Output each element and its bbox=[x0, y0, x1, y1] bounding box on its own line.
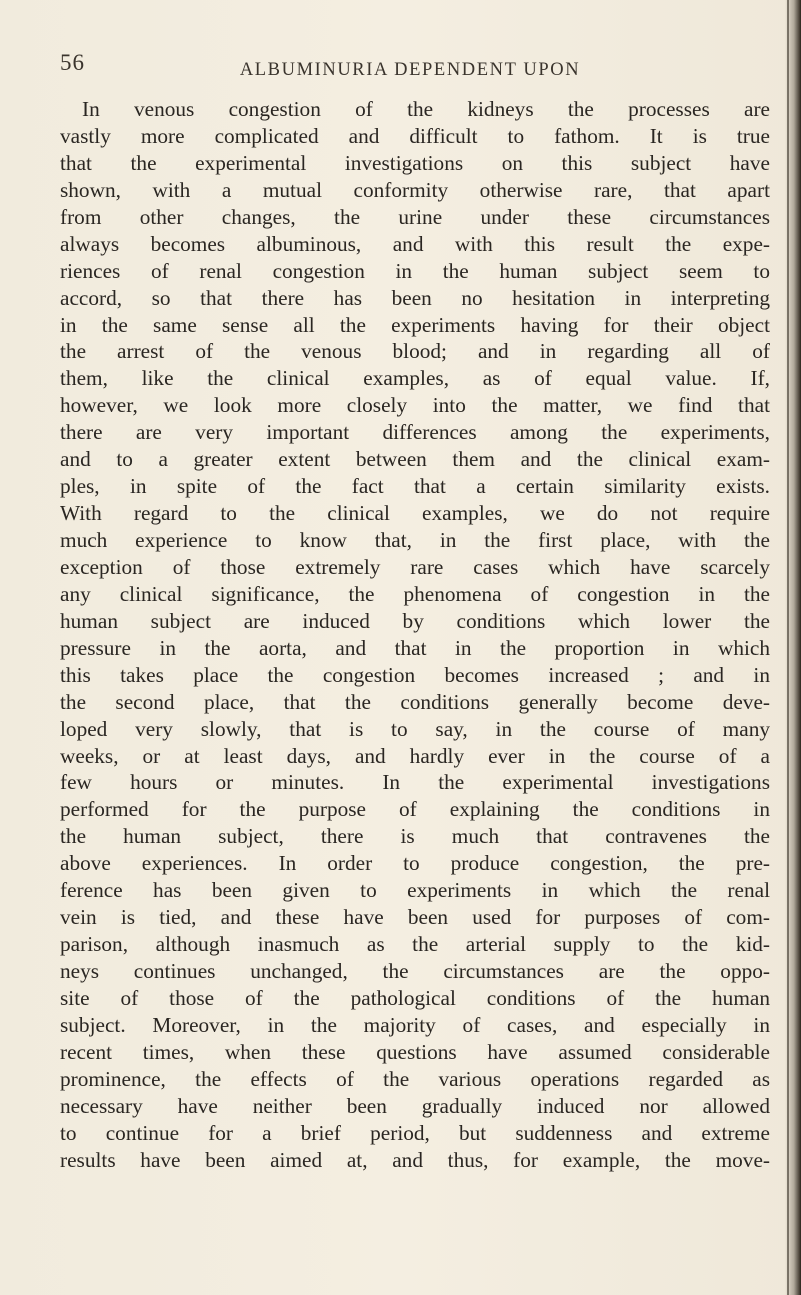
text-line: recent times, when these questions have assumed considerable bbox=[60, 1039, 770, 1064]
text-line: results have been aimed at, and thus, for example, the move- bbox=[60, 1147, 770, 1172]
text-line: shown, with a mutual conformity otherwise rare, that apart bbox=[60, 177, 770, 202]
text-line: vein is tied, and these have been used for purposes of com- bbox=[60, 905, 770, 930]
text-line: riences of renal congestion in the human subject seem to bbox=[60, 258, 770, 283]
text-line: the human subject, there is much that contravenes the bbox=[60, 824, 770, 849]
text-line: few hours or minutes. In the experimental investigations bbox=[60, 770, 770, 795]
text-line: accord, so that there has been no hesitation in interpreting bbox=[60, 285, 770, 310]
text-line: to continue for a brief period, but suddenness and extreme bbox=[60, 1120, 770, 1145]
text-line: above experiences. In order to produce congestion, the pre- bbox=[60, 851, 770, 876]
text-line: vastly more complicated and difficult to fathom. It is true bbox=[60, 123, 770, 148]
text-line: With regard to the clinical examples, we do not require bbox=[60, 501, 770, 526]
text-line: site of those of the pathological conditions of the human bbox=[60, 985, 770, 1010]
text-line: In venous congestion of the kidneys the processes are bbox=[82, 97, 770, 121]
text-line: the second place, that the conditions generally become deve- bbox=[60, 689, 770, 714]
text-line: exception of those extremely rare cases which have scarcely bbox=[60, 554, 770, 579]
text-line: weeks, or at least days, and hardly ever in the course of a bbox=[60, 743, 770, 768]
text-line: ples, in spite of the fact that a certain similarity exists. bbox=[60, 474, 770, 499]
running-title: ALBUMINURIA DEPENDENT UPON bbox=[239, 60, 581, 80]
text-line: subject. Moreover, in the majority of cases, and especially in bbox=[60, 1012, 770, 1037]
text-line: ference has been given to experiments in which the renal bbox=[60, 878, 770, 903]
text-line: this takes place the congestion becomes increased ; and in bbox=[60, 662, 770, 687]
text-line: from other changes, the urine under these circumstances bbox=[60, 204, 770, 229]
page-header bbox=[60, 50, 760, 90]
text-line: loped very slowly, that is to say, in the course of many bbox=[60, 716, 770, 741]
text-line: the arrest of the venous blood; and in regarding all of bbox=[60, 339, 770, 364]
text-line: neys continues unchanged, the circumstances are the oppo- bbox=[60, 959, 770, 983]
text-line: in the same sense all the experiments having for their object bbox=[60, 312, 770, 337]
text-line: necessary have neither been gradually induced nor allowed bbox=[60, 1093, 770, 1118]
text-line: that the experimental investigations on this subject have bbox=[60, 150, 770, 175]
text-line: pressure in the aorta, and that in the proportion in which bbox=[60, 635, 770, 660]
text-line: however, we look more closely into the matter, we find that bbox=[60, 393, 770, 418]
body-text bbox=[60, 96, 770, 1174]
text-line: prominence, the effects of the various operations regarded as bbox=[60, 1066, 770, 1091]
text-line: always becomes albuminous, and with this result the expe- bbox=[60, 231, 770, 256]
text-line: much experience to know that, in the first place, with the bbox=[60, 528, 770, 552]
text-line: there are very important differences among the experiments, bbox=[60, 420, 770, 445]
text-line: any clinical significance, the phenomena of congestion in the bbox=[60, 581, 770, 606]
text-line: performed for the purpose of explaining the conditions in bbox=[60, 797, 770, 822]
text-line: human subject are induced by conditions which lower the bbox=[60, 608, 770, 633]
page-edge-shadow bbox=[785, 0, 801, 1295]
page-number: 56 bbox=[60, 50, 85, 75]
text-line: and to a greater extent between them and the clinical exam- bbox=[60, 447, 770, 472]
text-line: parison, although inasmuch as the arterial supply to the kid- bbox=[60, 932, 770, 957]
text-line: them, like the clinical examples, as of equal value. If, bbox=[60, 366, 770, 391]
